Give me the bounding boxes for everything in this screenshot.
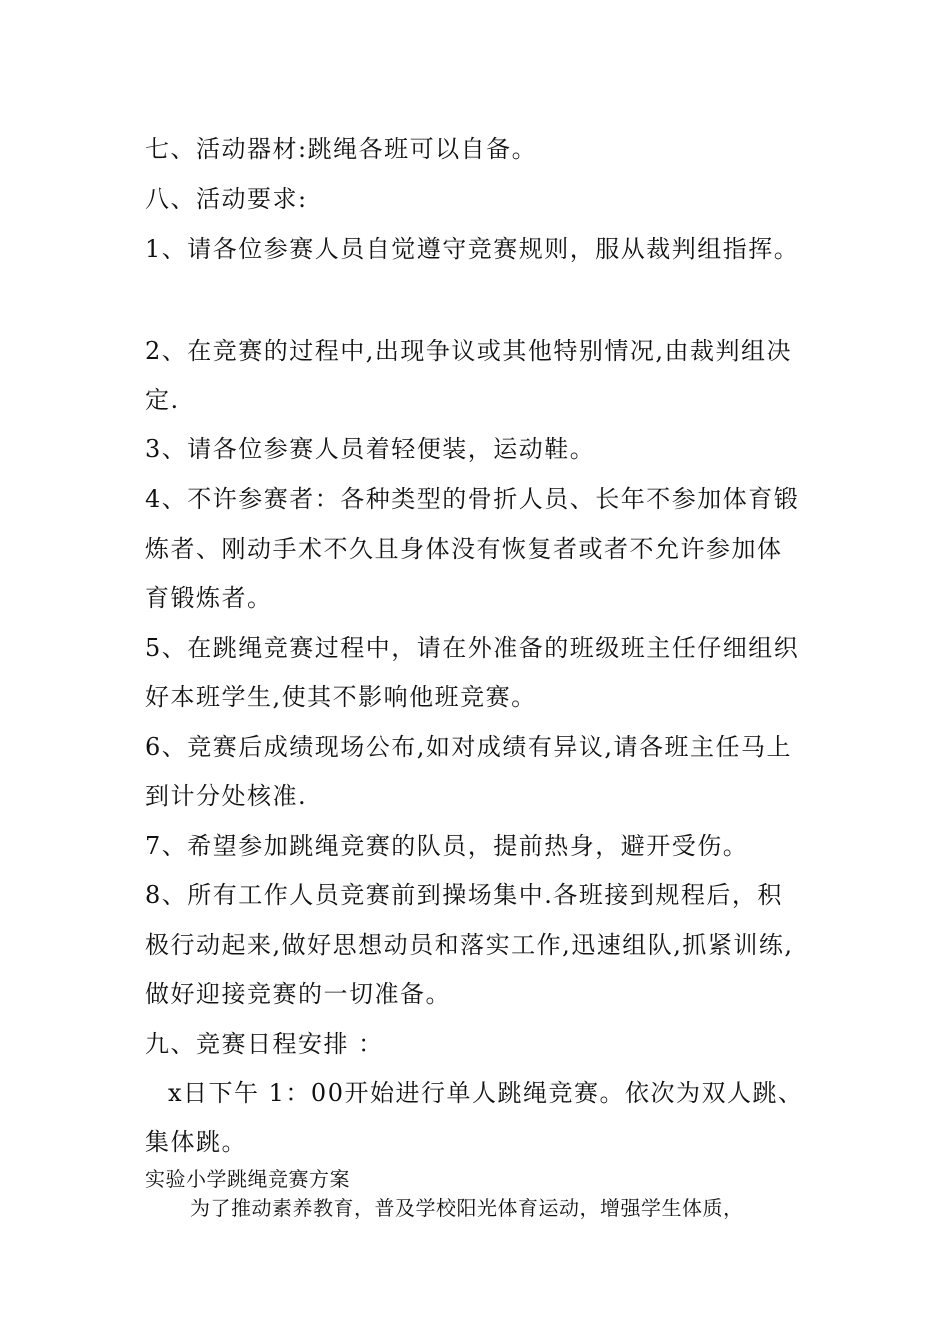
text-line-req-8c: 做好迎接竞赛的一切准备。 [145, 980, 451, 1008]
text-line-req-5b: 好本班学生,使其不影响他班竞赛。 [145, 683, 537, 711]
text-line-req-2a: 2、在竞赛的过程中,出现争议或其他特别情况,由裁判组决 [145, 337, 793, 365]
text-line-req-6a: 6、竞赛后成绩现场公布,如对成绩有异议,请各班主任马上 [145, 733, 793, 761]
text-line-req-1: 1、请各位参赛人员自觉遵守竞赛规则，服从裁判组指挥。 [145, 235, 800, 263]
text-line-req-8a: 8、所有工作人员竞赛前到操场集中.各班接到规程后，积 [145, 881, 783, 909]
text-line-req-4b: 炼者、刚动手术不久且身体没有恢复者或者不允许参加体 [145, 535, 783, 563]
text-line-req-4a: 4、不许参赛者：各种类型的骨折人员、长年不参加体育锻 [145, 485, 800, 513]
text-line-req-8b: 极行动起来,做好思想动员和落实工作,迅速组队,抓紧训练, [145, 931, 794, 959]
text-line-req-2b: 定. [145, 386, 180, 414]
text-line-intro: 为了推动素养教育，普及学校阳光体育运动，增强学生体质， [190, 1196, 744, 1220]
text-line-schedule-heading: 九、竞赛日程安排 ： [145, 1030, 384, 1058]
document-title: 实验小学跳绳竞赛方案 [145, 1167, 350, 1191]
text-line-req-4c: 育锻炼者。 [145, 584, 273, 612]
text-line-schedule-b: 集体跳。 [145, 1128, 247, 1156]
text-line-req-6b: 到计分处核准. [145, 782, 308, 810]
text-line-schedule-a: x日下午 1：00开始进行单人跳绳竞赛。依次为双人跳、 [168, 1079, 804, 1107]
text-line-req-7: 7、希望参加跳绳竞赛的队员，提前热身，避开受伤。 [145, 832, 749, 860]
text-line-equipment: 七、活动器材:跳绳各班可以自备。 [145, 135, 538, 163]
text-line-req-3: 3、请各位参赛人员着轻便装，运动鞋。 [145, 435, 596, 463]
text-line-requirements-heading: 八、活动要求: [145, 185, 308, 213]
text-line-req-5a: 5、在跳绳竞赛过程中，请在外准备的班级班主任仔细组织 [145, 634, 800, 662]
